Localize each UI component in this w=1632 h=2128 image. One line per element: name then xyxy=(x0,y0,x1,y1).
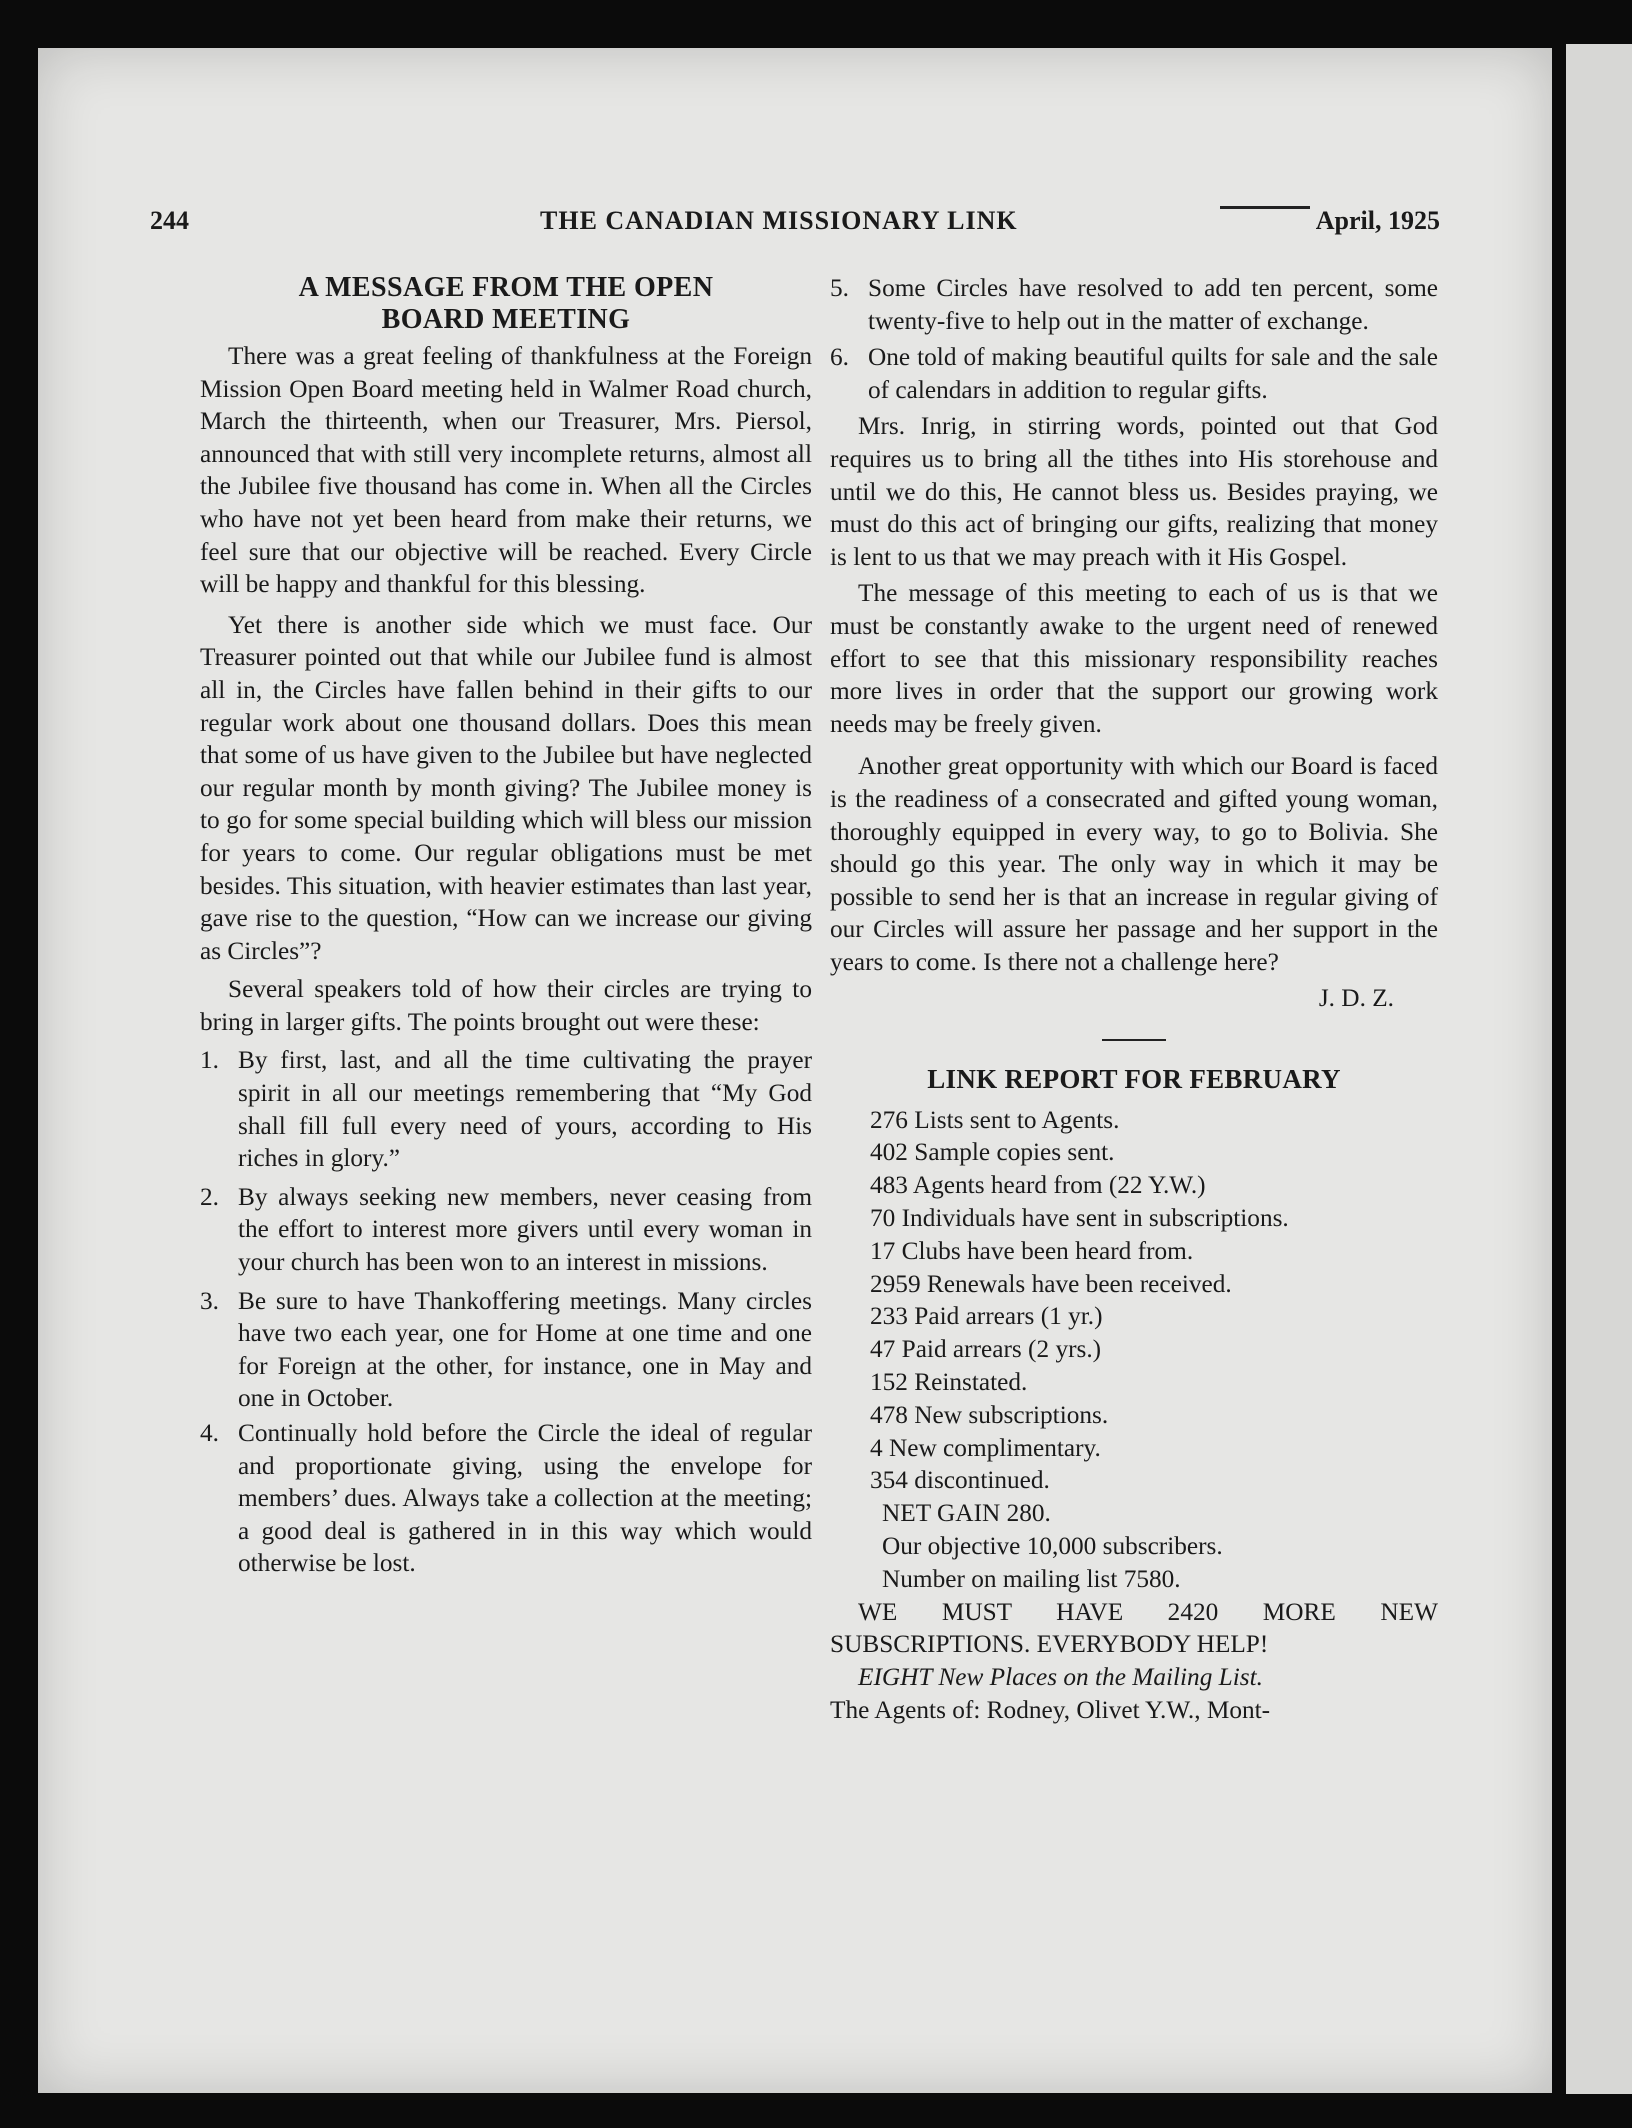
article-paragraph: Yet there is another side which we must face. Our Treasurer pointed out that while our Jubilee fund is almost all in, the Circles have fallen behind in their gifts to our regular work about one thousand dollars. Does this mean that some of us have given to the Jubilee but have neglected our regular month by month giving? The Jubilee money is to go for some special building which will bless our mission for years to come. Our regular obligations must be met besides. This situation, with heavier estimates than last year, gave rise to the question, “How can we increase our giving as Circles”? xyxy=(200,610,812,965)
report-item: 2959 Renewals have been received. xyxy=(870,1269,1232,1298)
left-column xyxy=(200,272,812,1582)
report-item: 402 Sample copies sent. xyxy=(870,1138,1115,1167)
list-number: 3. xyxy=(200,1286,219,1315)
report-item: 478 New subscriptions. xyxy=(870,1400,1109,1429)
report-item: 152 Reinstated. xyxy=(870,1368,1028,1397)
article-paragraph: Mrs. Inrig, in stirring words, pointed out that God requires us to bring all the tithes into His storehouse and until we do this, He cannot bless us. Besides praying, we must do this act of bringing our gifts, realizing that money is lent to us that we may preach with it His Gospel. xyxy=(830,412,1438,571)
net-gain: NET GAIN 280. xyxy=(882,1499,1051,1528)
article-title-line-1: A MESSAGE FROM THE OPEN xyxy=(298,272,714,303)
article-title xyxy=(200,272,812,336)
report-item: 354 discontinued. xyxy=(870,1466,1050,1495)
report-item: 233 Paid arrears (1 yr.) xyxy=(870,1302,1103,1331)
running-header xyxy=(150,206,1440,246)
article-title-line-2: BOARD MEETING xyxy=(381,304,631,335)
list-number: 4. xyxy=(200,1419,219,1447)
header-rule xyxy=(1220,206,1310,209)
list-text: Continually hold before the Circle the ideal of regular and proportionate giving, using the envelope for members’ dues. Always take a collection at the meeting; a good deal is gathered in in this way which would otherwise be lost. xyxy=(238,1419,812,1578)
list-number: 5. xyxy=(830,274,849,302)
agents-line: The Agents of: Rodney, Olivet Y.W., Mont- xyxy=(830,1696,1271,1724)
section-divider xyxy=(1102,1039,1166,1041)
appeal: WE MUST HAVE 2420 MORE NEW SUBSCRIPTIONS. EVERYBODY HELP! xyxy=(830,1597,1438,1659)
article-paragraph: There was a great feeling of thankfulness at the Foreign Mission Open Board meeting held in Walmer Road church, March the thirteenth, when our Treasurer, Mrs. Piersol, announced that with still very incomplete returns, almost all the Jubilee five thousand has come in. When all the Circles who have not yet been heard from make their returns, we feel sure that our objective will be reached. Every Circle will be happy and thankful for this blessing. xyxy=(200,342,812,599)
report-item: 47 Paid arrears (2 yrs.) xyxy=(870,1335,1102,1364)
list-item xyxy=(200,1044,812,1174)
list-text: Some Circles have resolved to add ten percent, some twenty-five to help out in the matter of exchange. xyxy=(868,274,1438,335)
list-number: 6. xyxy=(830,343,849,372)
report-item: 4 New complimentary. xyxy=(870,1433,1101,1462)
list-number: 1. xyxy=(200,1046,219,1075)
article-signature: J. D. Z. xyxy=(1318,984,1394,1013)
page-gutter xyxy=(1552,48,1566,2093)
list-text: By first, last, and all the time cultivating the prayer spirit in all our meetings remembering that “My God shall fill full every need of yours, according to His riches in glory.” xyxy=(238,1046,812,1173)
page-number: 244 xyxy=(150,206,189,235)
report-item: 483 Agents heard from (22 Y.W.) xyxy=(870,1171,1206,1200)
mailing-list-count: Number on mailing list 7580. xyxy=(882,1564,1181,1593)
new-places: EIGHT New Places on the Mailing List. xyxy=(858,1663,1263,1692)
list-item xyxy=(200,1181,812,1279)
publication-title: THE CANADIAN MISSIONARY LINK xyxy=(540,206,1018,235)
list-item xyxy=(830,341,1438,406)
issue-date: April, 1925 xyxy=(1315,206,1440,235)
list-number: 2. xyxy=(200,1182,219,1211)
list-text: One told of making beautiful quilts for sale and the sale of calendars in addition to regular gifts. xyxy=(868,343,1438,404)
right-column xyxy=(830,272,1438,1727)
report-item: 70 Individuals have sent in subscriptions. xyxy=(870,1204,1289,1233)
report-title: LINK REPORT FOR FEBRUARY xyxy=(927,1064,1341,1095)
report-list xyxy=(870,1104,1438,1498)
list-text: By always seeking new members, never ceasing from the effort to interest more givers until every woman in your church has been won to an interest in missions. xyxy=(238,1182,812,1277)
list-item xyxy=(830,272,1438,337)
list-item xyxy=(200,1417,812,1580)
article-paragraph: The message of this meeting to each of us is that we must be constantly awake to the urgent need of renewed effort to see that this missionary responsibility reaches more lives in order that the support our growing work needs may be freely given. xyxy=(830,579,1438,738)
objective: Our objective 10,000 subscribers. xyxy=(882,1532,1223,1561)
article-paragraph: Several speakers told of how their circles are trying to bring in larger gifts. The points brought out were these: xyxy=(200,975,812,1036)
list-text: Be sure to have Thankoffering meetings. Many circles have two each year, one for Home at one time and one for Foreign at the other, for instance, one in May and one in October. xyxy=(238,1286,812,1413)
article-paragraph: Another great opportunity with which our Board is faced is the readiness of a consecrated and gifted young woman, thoroughly equipped in every way, to go to Bolivia. She should go this year. The only way in which it may be possible to send her is that an increase in regular giving of our Circles will assure her passage and her support in the years to come. Is there not a challenge here? xyxy=(830,752,1438,976)
list-item xyxy=(200,1285,812,1415)
report-item: 17 Clubs have been heard from. xyxy=(870,1236,1194,1265)
report-item: 276 Lists sent to Agents. xyxy=(870,1105,1120,1134)
adjacent-page-edge xyxy=(1566,44,1632,2094)
